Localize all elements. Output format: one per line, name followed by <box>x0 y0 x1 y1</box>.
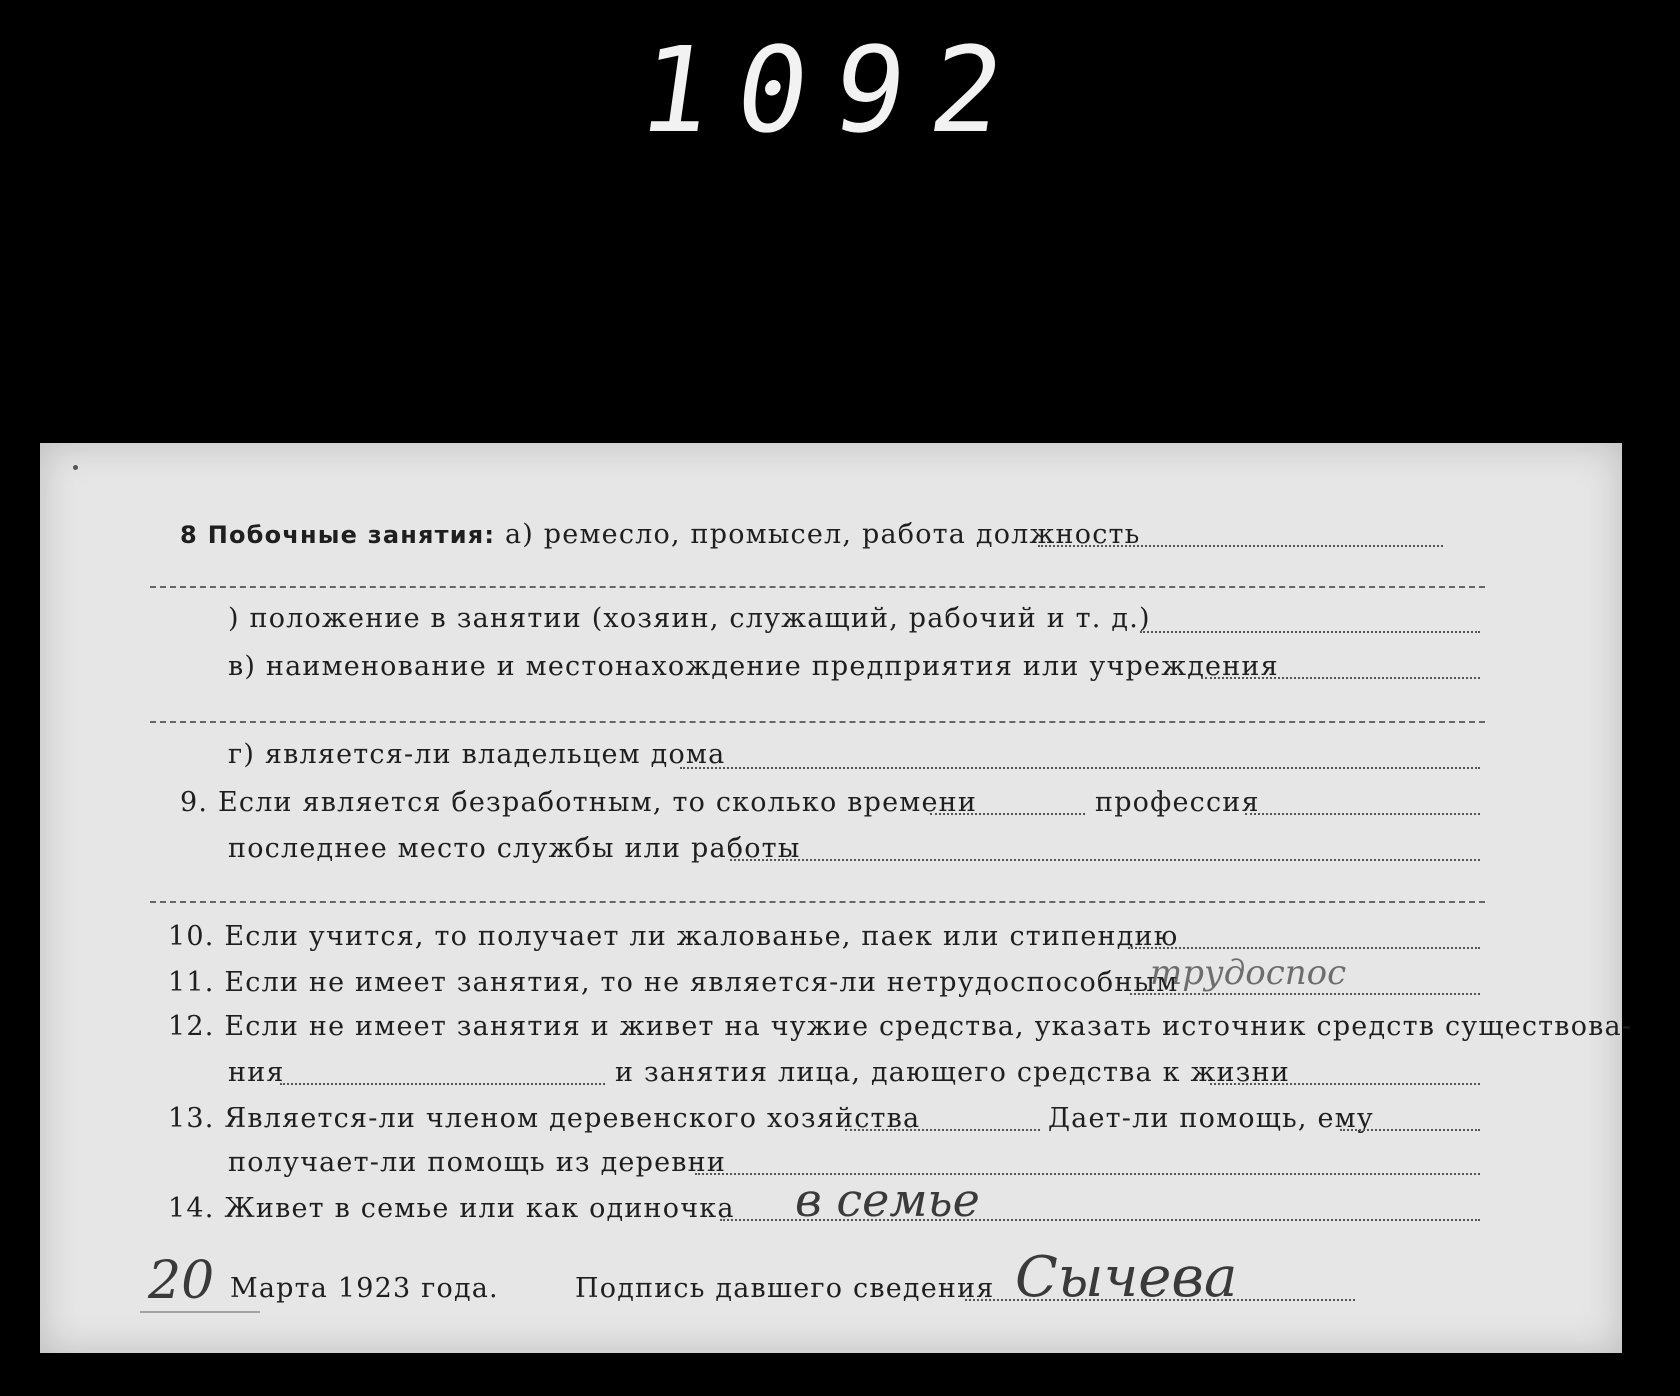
q8c-extra-rule <box>150 721 1485 723</box>
q9-last-label: последнее место службы или работы <box>228 833 801 864</box>
q14-number: 14. <box>168 1193 215 1224</box>
q9-line <box>180 787 977 819</box>
q8-title: Побочные занятия: <box>207 521 496 549</box>
q9-number: 9. <box>180 787 209 818</box>
q9-duration-fill <box>930 813 1085 815</box>
q10-number: 10. <box>168 921 215 952</box>
q8c-label: в) наименование и местонахождение предприятия или учреждения <box>228 651 1279 682</box>
q8-line <box>180 519 1141 551</box>
q8b-label: ) положение в занятии (хозяин, служащий, рабочий и т. д.) <box>228 603 1151 634</box>
q13-help-label: Дает-ли помощь, ему <box>1048 1103 1374 1134</box>
q12-cont-label: ния <box>228 1057 285 1088</box>
q9-profession-fill <box>1245 813 1480 815</box>
q10-line <box>168 921 1178 953</box>
q8a-fill <box>1038 545 1443 547</box>
q8b-fill <box>1140 631 1480 633</box>
q8a-label: а) ремесло, промысел, работа должность <box>504 519 1141 550</box>
q13-label: Является-ли членом деревенского хозяйства <box>224 1103 921 1134</box>
q10-fill <box>1128 947 1480 949</box>
q14-label: Живет в семье или как одиночка <box>224 1193 735 1224</box>
q13-cont-label: получает-ли помощь из деревни <box>228 1147 727 1178</box>
q12-cont2-label: и занятия лица, дающего средства к жизни <box>615 1057 1290 1088</box>
q13-line <box>168 1103 920 1135</box>
q12-number: 12. <box>168 1011 215 1042</box>
q12-source-fill <box>280 1083 605 1085</box>
footer-date-print: Марта 1923 года. <box>230 1273 499 1304</box>
footer-sign-label: Подпись давшего сведения <box>575 1273 995 1304</box>
q11-fill <box>1130 993 1480 995</box>
frame-number: 1092 <box>630 21 1038 159</box>
q9-last-fill <box>730 859 1480 861</box>
q8d-label: г) является-ли владельцем дома <box>228 739 726 770</box>
q14-handwritten-answer: в семье <box>795 1173 980 1227</box>
q8c-fill <box>1205 677 1480 679</box>
census-form-card <box>40 443 1633 1353</box>
date-day-underline <box>140 1311 260 1313</box>
q13-member-fill <box>845 1129 1040 1131</box>
q11-handwritten-answer: трудоспос <box>1150 953 1347 993</box>
q13-number: 13. <box>168 1103 215 1134</box>
q9-extra-rule <box>150 901 1485 903</box>
q9-label: Если является безработным, то сколько времени <box>217 787 978 818</box>
q8a-extra-rule <box>150 586 1485 588</box>
q12-person-fill <box>1210 1083 1480 1085</box>
date-day-handwritten: 20 <box>148 1251 215 1311</box>
q11-number: 11. <box>168 967 215 998</box>
q14-line <box>168 1193 735 1225</box>
q10-label: Если учится, то получает ли жалованье, паек или стипендию <box>224 921 1179 952</box>
q12-line <box>168 1011 1632 1043</box>
q8d-fill <box>680 767 1480 769</box>
q11-label: Если не имеет занятия, то не является-ли нетрудоспособным <box>224 967 1179 998</box>
q9-profession-label: профессия <box>1095 787 1260 818</box>
signature-handwritten: Сычева <box>1015 1245 1238 1310</box>
q12-label: Если не имеет занятия и живет на чужие средства, указать источник средств существова- <box>224 1011 1633 1042</box>
paper-speck <box>73 465 78 470</box>
q8-number: 8 <box>180 521 198 549</box>
q13-help-fill <box>1340 1129 1480 1131</box>
q11-line <box>168 967 1178 999</box>
